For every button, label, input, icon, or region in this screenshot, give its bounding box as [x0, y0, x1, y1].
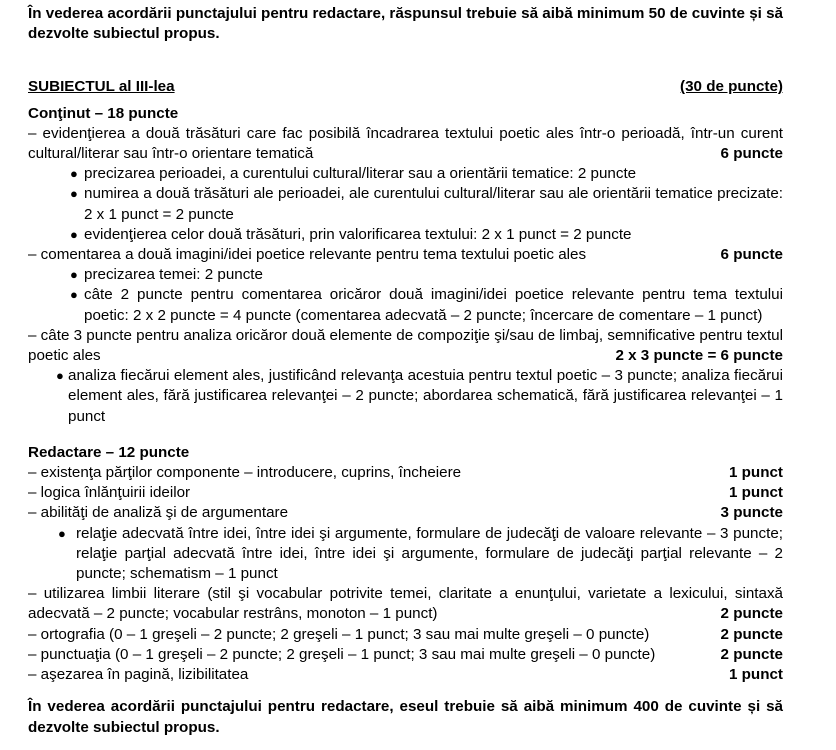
redactare-item-analysis-points: 3 puncte [720, 504, 783, 522]
content-item-1-points: 6 puncte [713, 144, 783, 164]
redactare-item-layout [28, 665, 783, 685]
redactare-item-punctuation-points: 2 puncte [720, 645, 783, 663]
content-item-1-bullet-2: ● numirea a două trăsături ale perioadei, ale curentului cultural/literar sau ale orientării tematice precizate: 2 x 1 punct = 2 puncte [70, 185, 783, 223]
redactare-item-parts-points: 1 punct [728, 464, 783, 482]
content-item-2-points: 6 puncte [720, 246, 783, 264]
content-item-2-bullet-2: ● câte 2 puncte pentru comentarea oricăror două imagini/idei poetice relevante pentru tema textului poetic: 2 x 2 puncte = 4 puncte (comentarea adecvată – 2 puncte; încercare de comentare – 1 punct) [70, 286, 783, 324]
content-item-1-text: – evidenţierea a două trăsături care fac posibilă încadrarea textului poetic ales într-o perioadă, într-un curent cultural/literar sau într-o orientare tematică [28, 124, 783, 163]
content-heading: Conţinut – 18 puncte [28, 104, 179, 122]
redactare-item-spelling-text: – ortografia (0 – 1 greşeli – 2 puncte; 2 greşeli – 1 punct; 3 sau mai multe greşeli – 0 puncte) [28, 625, 650, 643]
content-section [28, 104, 783, 427]
outro-note: În vederea acordării punctajului pentru redactare, eseul trebuie să aibă minimum 400 de cuvinte și să dezvolte subiectul propus. [28, 698, 783, 736]
content-item-3 [28, 326, 783, 366]
redactare-heading: Redactare – 12 puncte [28, 443, 190, 461]
redactare-item-spelling [28, 625, 783, 645]
redactare-section [28, 443, 783, 685]
redactare-item-language-text: – utilizarea limbii literare (stil şi vocabular potrivite temei, claritate a enunţului, varietate a lexicului, sintaxă adecvată – 2 puncte; vocabular restrâns, monoton – 1 punct) [28, 585, 783, 623]
redactare-item-logic [28, 483, 783, 503]
content-item-3-points: 2 x 3 puncte = 6 puncte [607, 346, 783, 366]
document-page [28, 4, 783, 738]
redactare-item-analysis-text: – abilităţi de analiză şi de argumentare [28, 504, 289, 522]
content-item-2 [28, 245, 783, 265]
content-item-3-text: – câte 3 puncte pentru analiza oricăror două elemente de compoziţie şi/sau de limbaj, semnificative pentru textul poetic ales [28, 326, 783, 365]
redactare-item-parts [28, 463, 783, 483]
redactare-item-layout-text: – aşezarea în pagină, lizibilitatea [28, 666, 249, 684]
redactare-item-layout-points: 1 punct [728, 666, 783, 684]
subject-title: SUBIECTUL al III-lea [28, 78, 175, 96]
subject-header [28, 77, 783, 97]
redactare-item-punctuation [28, 645, 783, 665]
content-item-2-bullet-1: ● precizarea temei: 2 puncte [70, 266, 263, 284]
content-item-1 [28, 124, 783, 164]
subject-points: (30 de puncte) [680, 78, 783, 96]
content-item-1-bullet-1: ● precizarea perioadei, a curentului cultural/literar sau a orientării tematice: 2 puncte [70, 165, 637, 183]
redactare-item-logic-text: – logica înlănţuirii ideilor [28, 484, 191, 502]
redactare-item-punctuation-text: – punctuaţia (0 – 1 greşeli – 2 puncte; 2 greşeli – 1 punct; 3 sau mai multe greşeli – 0 puncte) [28, 645, 656, 663]
redactare-item-spelling-points: 2 puncte [720, 625, 783, 643]
redactare-item-language-points: 2 puncte [713, 604, 783, 624]
redactare-item-parts-text: – existenţa părţilor componente – introducere, cuprins, încheiere [28, 464, 462, 482]
redactare-item-analysis [28, 503, 783, 523]
content-item-3-bullet-1: ● analiza fiecărui element ales, justificând relevanţa acestuia pentru textul poetic – 3 puncte; analiza fiecărui element ales, fără justificarea relevanţei – 2 puncte; abordarea schematică, fără justificarea relevanţei – 1 punct [56, 367, 783, 425]
redactare-item-logic-points: 1 punct [728, 484, 783, 502]
content-item-1-bullet-3: ● evidenţierea celor două trăsături, prin valorificarea textului: 2 x 1 punct = 2 puncte [70, 225, 632, 243]
redactare-analysis-bullet: ● relaţie adecvată între idei, între idei şi argumente, formulare de judecăţi de valoare relevante – 3 puncte; relaţie parţial adecvată între idei, între idei şi argumente, formulare de judecăţi parţial relevante – 2 puncte; schematism – 1 punct [58, 524, 783, 583]
content-item-2-text: – comentarea a două imagini/idei poetice relevante pentru tema textului poetic ales [28, 246, 587, 264]
intro-note: În vederea acordării punctajului pentru redactare, răspunsul trebuie să aibă minimum 50 de cuvinte și să dezvolte subiectul propus. [28, 5, 783, 43]
redactare-item-language [28, 584, 783, 624]
